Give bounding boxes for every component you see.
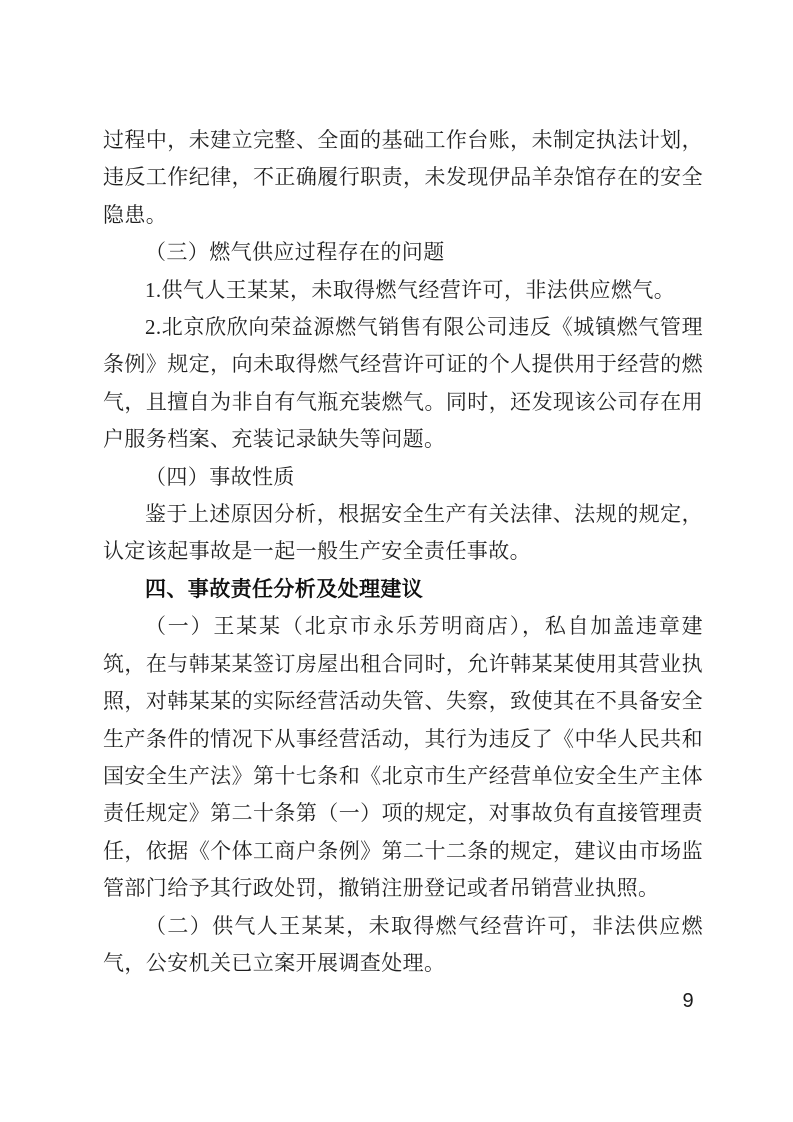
paragraph-accident-determination: 鉴于上述原因分析，根据安全生产有关法律、法规的规定，认定该起事故是一起一般生产安全责任事故。 xyxy=(103,502,703,564)
sub-heading-accident-nature: （四）事故性质 xyxy=(145,464,295,489)
section-heading-responsibility-analysis: 四、事故责任分析及处理建议 xyxy=(145,577,424,601)
list-item-2: 2.北京欣欣向荣益源燃气销售有限公司违反《城镇燃气管理条例》规定，向未取得燃气经营许可证的个人提供用于经营的燃气，且擅自为非自有气瓶充装燃气。同时，还发现该公司存在用户服务档案、充装记录缺失等问题。 xyxy=(103,315,703,452)
paragraph-responsibility-2: （二）供气人王某某，未取得燃气经营许可，非法供应燃气，公安机关已立案开展调查处理。 xyxy=(103,913,703,975)
paragraph-continuation: 过程中，未建立完整、全面的基础工作台账，未制定执法计划，违反工作纪律，不正确履行职责，未发现伊品羊杂馆存在的安全隐患。 xyxy=(103,128,703,227)
page-number: 9 xyxy=(682,990,694,1012)
list-item-1: 1.供气人王某某，未取得燃气经营许可，非法供应燃气。 xyxy=(145,277,676,302)
document-body xyxy=(103,122,703,982)
paragraph-responsibility-1: （一）王某某（北京市永乐芳明商店），私自加盖违章建筑，在与韩某某签订房屋出租合同时，允许韩某某使用其营业执照，对韩某某的实际经营活动失管、失察，致使其在不具备安全生产条件的情况下从事经营活动，其行为违反了《中华人民共和国安全生产法》第十七条和《北京市生产经营单位安全生产主体责任规定》第二十条第（一）项的规定，对事故负有直接管理责任，依据《个体工商户条例》第二十二条的规定，建议由市场监管部门给予其行政处罚，撤销注册登记或者吊销营业执照。 xyxy=(103,614,703,901)
sub-heading-gas-supply-problems: （三）燃气供应过程存在的问题 xyxy=(145,240,445,265)
